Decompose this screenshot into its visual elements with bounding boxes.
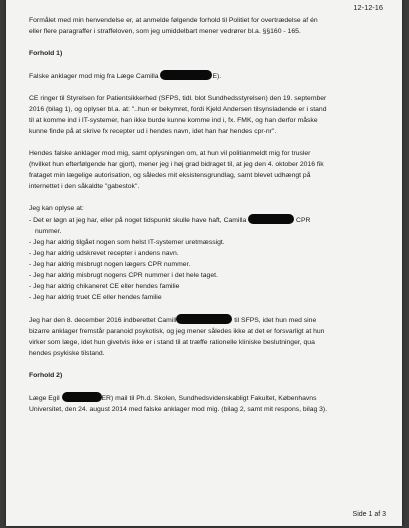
paragraph-line — [29, 314, 384, 326]
paragraph-line: hendes psykiske tilstand. — [29, 350, 105, 357]
statement-item: - Jeg har aldrig tilgået nogen som helst IT-systemer uretmæssigt. — [29, 239, 225, 246]
paragraph-4 — [29, 392, 384, 415]
section-heading-1: Forhold 1) — [29, 50, 63, 57]
document-date: 12-12-16 — [353, 3, 383, 12]
statement-item: - Jeg har aldrig truet CE eller hendes familie — [29, 294, 162, 301]
complaint-line — [29, 70, 384, 82]
paragraph-line: bizarre anklager fremstår paranoid psykotisk, og jeg mener således ikke at det er forsvarligt at hun — [29, 328, 325, 335]
paragraph-1 — [29, 93, 384, 137]
statement-item-continued: nummer. — [35, 228, 62, 235]
statement-list — [29, 203, 384, 303]
redaction-mark — [62, 392, 102, 402]
paragraph-line: CE ringer til Styrelsen for Patientsikkerhed (SFPS, tidl. blot Sundhedsstyrelsen) den 19. september — [29, 95, 327, 102]
paragraph-line: internettet i den såkaldte "gabestok". — [29, 183, 140, 190]
redaction-mark — [160, 70, 212, 80]
redaction-mark — [176, 314, 232, 324]
statement-text-b: CPR — [296, 217, 311, 224]
section-heading-2: Forhold 2) — [29, 372, 63, 379]
intro-line: Formålet med min henvendelse er, at anmelde følgende forhold til Politiet for overtrædelse af én — [29, 17, 318, 24]
paragraph-line: Universitet, den 24. august 2014 med falske anklager mod mig. (bilag 2, samt mit respons, bilag 3). — [29, 406, 328, 413]
redaction-mark — [248, 214, 294, 224]
statement-item: - Jeg har aldrig misbrugt nogen lægers CPR nummer. — [29, 261, 191, 268]
paragraph-text-b: til SFPS, idet hun med sine — [234, 317, 317, 324]
intro-line: eller flere paragraffer i straffeloven, som jeg umiddelbart mener vedrører bl.a. §§160 - 165. — [29, 28, 301, 35]
paragraph-line: virker som læge, idet hun givetvis ikke er i stand til at træffe rationelle kliniske beslutninger, qua — [29, 339, 315, 346]
paragraph-line: 2016 (bilag 1), og oplyser bl.a. at: "..hun er bekymret, fordi Kjeld Andersen tilsynsladende er i stand — [29, 106, 327, 113]
statement-item: - Jeg har aldrig chikaneret CE eller hendes familie — [29, 283, 180, 290]
complaint-text-a: Falske anklager mod mig fra Læge Camilla — [29, 73, 159, 80]
paragraph-text-a: Læge Egil — [29, 395, 60, 402]
document-page — [6, 0, 402, 526]
paragraph-line: frataget min lægelige autorisation, og således mit eksistensgrundlag, samt blevet udhængt på — [29, 172, 311, 179]
paragraph-line: Hendes falske anklager mod mig, samt oplysningen om, at hun vil politianmeldt mig for trusler — [29, 150, 311, 157]
statement-text-a: - Det er løgn at jeg har, eller på noget tidspunkt skulle have haft, Camilla — [29, 217, 247, 224]
paragraph-line: kunne finde på at skrive fx recepter ud i hendes navn, idet han har hendes cpr-nr". — [29, 128, 277, 135]
statement-item: - Jeg har aldrig udskrevet recepter i andens navn. — [29, 250, 179, 257]
page-number: Side 1 af 3 — [352, 511, 386, 518]
paragraph-line: til at komme ind i IT-systemer, han ikke burde kunne komme ind i, fx. FMK, og han derfor måske — [29, 117, 318, 124]
statement-intro: Jeg kan oplyse at: — [29, 205, 84, 212]
complaint-text-b: E). — [212, 73, 222, 80]
paragraph-2 — [29, 148, 384, 192]
paragraph-line: (hvilket hun efterfølgende har gjort), mener jeg i høj grad bidraget til, at jeg den 4. oktober 2016 fik — [29, 161, 324, 168]
paragraph-text-b: ER) mail til Ph.d. Skolen, Sundhedsvidenskabligt Fakultet, Københavns — [101, 395, 317, 402]
intro-paragraph — [29, 15, 384, 37]
paragraph-line — [29, 392, 384, 404]
paragraph-text-a: Jeg har den 8. december 2016 indberettet Camill — [29, 317, 177, 324]
statement-item — [29, 214, 384, 226]
paragraph-3 — [29, 314, 384, 359]
document-body — [29, 15, 384, 426]
statement-item: - Jeg har aldrig misbrugt nogens CPR nummer i det hele taget. — [29, 272, 218, 279]
